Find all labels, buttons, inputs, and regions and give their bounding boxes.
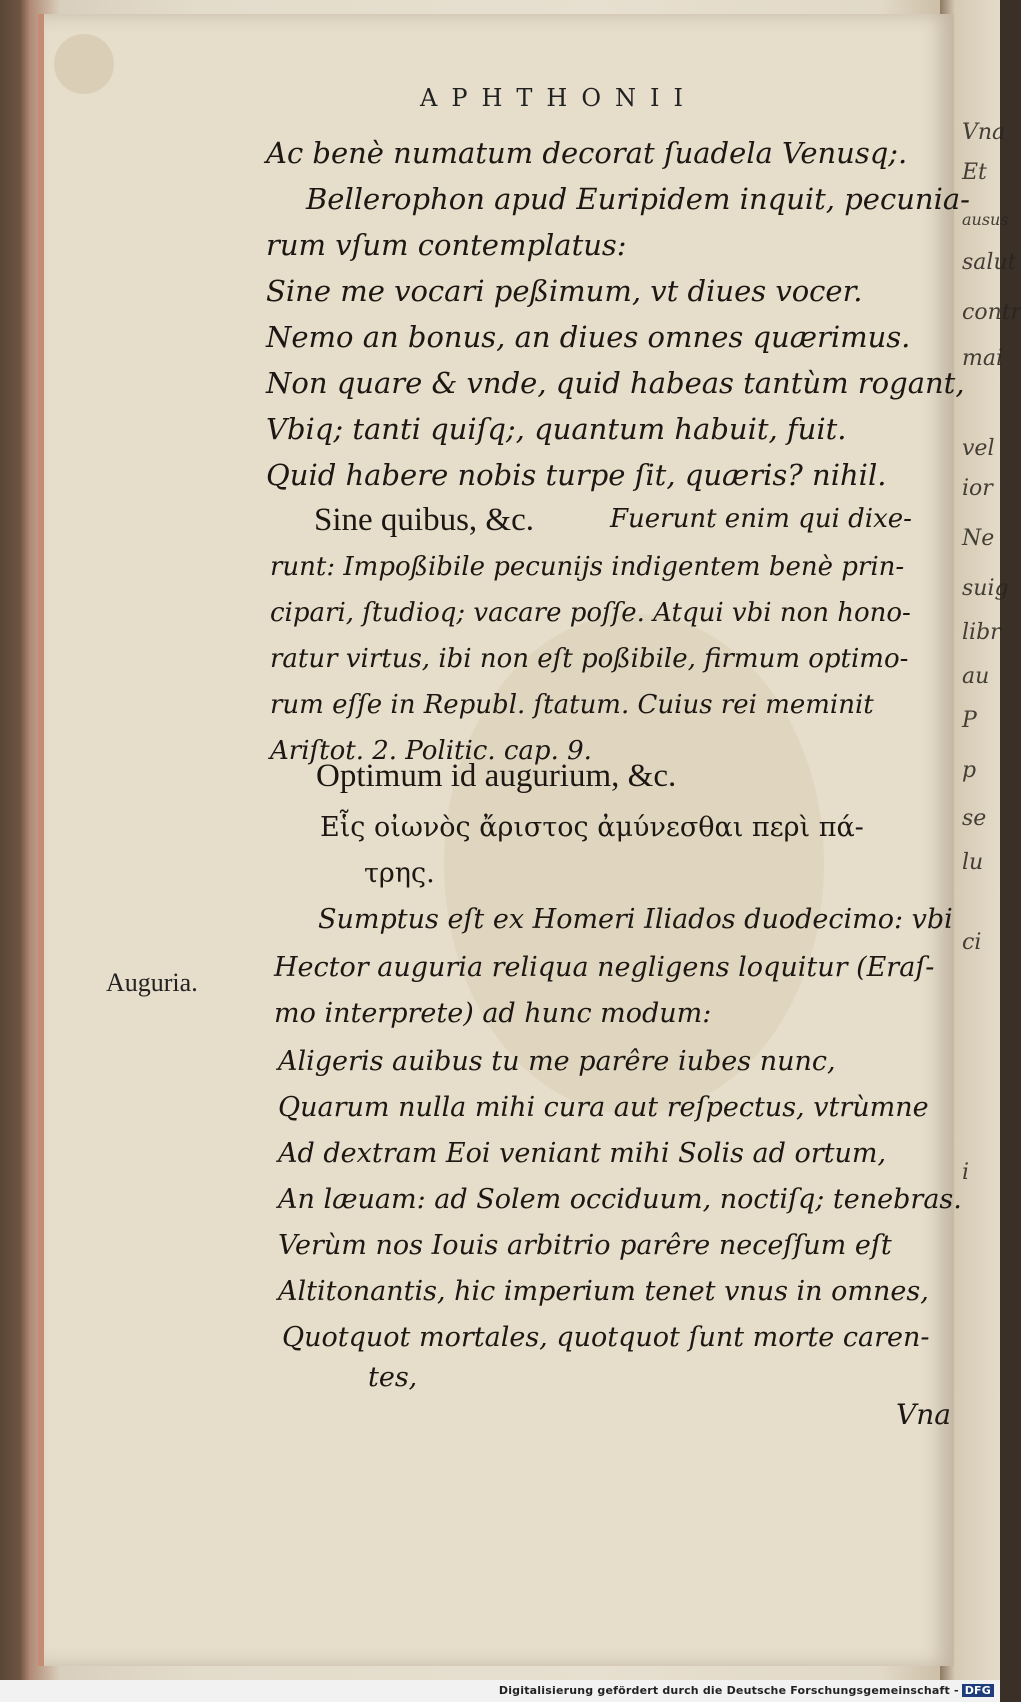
facing-page-fragment: P [962, 708, 977, 733]
facing-page-fragment: i [962, 1160, 970, 1185]
verse-line: Quarum nulla mihi cura aut reſpectus, vtrùmne [278, 1092, 929, 1123]
text-line: Sumptus eſt ex Homeri Iliados duodecimo: vbi [318, 904, 953, 935]
greek-quote: Εἷς οἰωνὸς ἄριστος ἀμύνεσθαι περὶ πά- [320, 812, 864, 843]
digitization-credit [499, 1684, 994, 1697]
facing-page-fragment: au [962, 664, 990, 689]
text-line: ratur virtus, ibi non eſt poßibile, firmum optimo- [270, 644, 909, 674]
text-line: cipari, ſtudioq; vacare poſſe. Atqui vbi non hono- [270, 598, 911, 628]
facing-page-fragment: ci [962, 930, 982, 955]
facing-page-fragment: ior [962, 476, 993, 501]
verse-line: Verùm nos Iouis arbitrio parêre neceſſum eſt [278, 1230, 892, 1261]
facing-page-fragment: vel [962, 436, 995, 461]
text-line: Ariſtot. 2. Politic. cap. 9. [270, 736, 592, 766]
facing-page-fragment: p [962, 758, 977, 783]
verse-line: Aligeris auibus tu me parêre iubes nunc, [278, 1046, 836, 1077]
greek-quote: τρης. [364, 858, 435, 889]
facing-page-fragment: libr [962, 620, 1001, 645]
facing-page-fragment: Vna [962, 120, 1006, 145]
facing-page-fragment: salut [962, 250, 1017, 275]
dfg-logo: DFG [962, 1684, 994, 1697]
text-line: Bellerophon apud Euripidem inquit, pecunia- [306, 182, 970, 216]
stain [444, 614, 824, 1114]
text-line: Non quare & vnde, quid habeas tantùm rogant, [266, 366, 965, 400]
text-line: Quid habere nobis turpe ſit, quæris? nihil. [266, 458, 887, 492]
verse-line: Altitonantis, hic imperium tenet vnus in omnes, [278, 1276, 929, 1307]
facing-page-fragment: contr [962, 300, 1021, 325]
facing-page-fragment: se [962, 806, 987, 831]
catchword: Vna [896, 1398, 951, 1431]
facing-page-fragment: lu [962, 850, 984, 875]
text-line: Nemo an bonus, an diues omnes quærimus. [266, 320, 911, 354]
verse-line: Quotquot mortales, quotquot ſunt morte caren- [282, 1322, 930, 1353]
verse-line: tes, [368, 1362, 418, 1393]
text-line: Ac benè numatum decorat ſuadela Venusq;. [266, 136, 908, 170]
text-line: rum vſum contemplatus: [266, 228, 627, 262]
facing-page-fragment: suig [962, 576, 1009, 601]
lemma-heading: Optimum id augurium, &c. [316, 758, 677, 794]
text-line: Fuerunt enim qui dixe- [610, 504, 912, 534]
text-line: Vbiq; tanti quiſq;, quantum habuit, fuit. [266, 412, 847, 446]
verse-line: An læuam: ad Solem occiduum, noctiſq; tenebras. [278, 1184, 962, 1215]
lemma-heading: Sine quibus, &c. [314, 502, 534, 538]
text-line: Hector auguria reliqua negligens loquitur (Eraſ- [274, 952, 935, 983]
running-header: APHTHONII [420, 84, 697, 112]
text-line: runt: Impoßibile pecunijs indigentem benè prin- [270, 552, 905, 582]
marginal-note: Auguria. [106, 968, 198, 997]
text-line: Sine me vocari peßimum, vt diues vocer. [266, 274, 863, 308]
facing-page-fragment: Ne [962, 526, 995, 551]
text-line: mo interprete) ad hunc modum: [274, 998, 712, 1029]
stain [54, 34, 114, 94]
text-line: rum eſſe in Republ. ſtatum. Cuius rei meminit [270, 690, 874, 720]
credit-text: Digitalisierung gefördert durch die Deutsche Forschungsgemeinschaft - [498, 1684, 959, 1697]
facing-page-fragment: ausus [962, 210, 1009, 229]
facing-page-fragment: mai [962, 346, 1004, 371]
facing-page-fragment: Et [962, 160, 987, 185]
verse-line: Ad dextram Eoi veniant mihi Solis ad ortum, [278, 1138, 887, 1169]
